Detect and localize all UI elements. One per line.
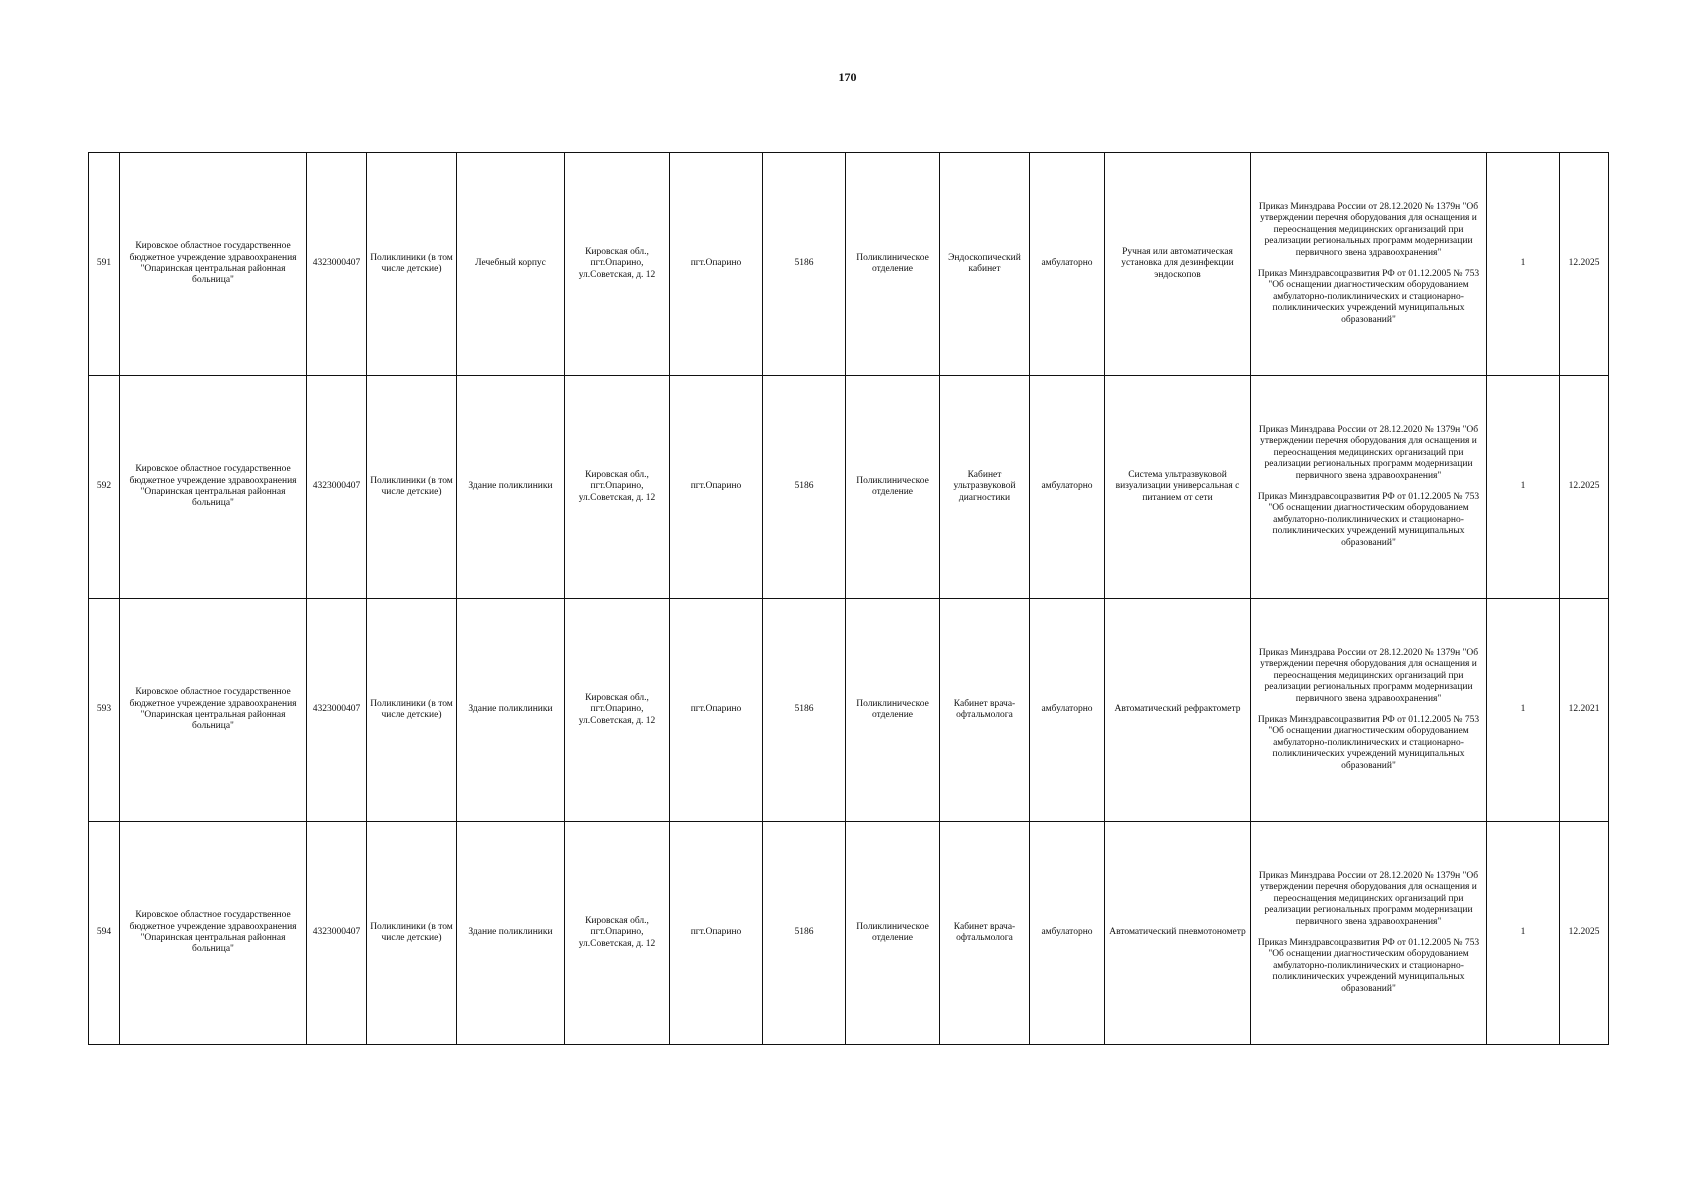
code: 5186 <box>763 153 846 376</box>
legal-basis <box>1251 376 1487 599</box>
table-row <box>89 376 1609 599</box>
deadline: 12.2025 <box>1560 153 1609 376</box>
row-number: 592 <box>89 376 120 599</box>
row-number: 594 <box>89 822 120 1045</box>
building: Здание поликлиники <box>457 822 565 1045</box>
locality: пгт.Опарино <box>670 376 763 599</box>
legal-basis-order-1379n: Приказ Минздрава России от 28.12.2020 № 1379н "Об утверждении перечня оборудования для оснащения и переоснащения медицинских организаций при реализации региональных программ модернизации первичного звена здравоохранения" <box>1258 648 1479 704</box>
department: Поликлиническое отделение <box>846 376 940 599</box>
code: 5186 <box>763 599 846 822</box>
locality: пгт.Опарино <box>670 599 763 822</box>
department: Поликлиническое отделение <box>846 822 940 1045</box>
code: 5186 <box>763 376 846 599</box>
inn: 4323000407 <box>307 376 367 599</box>
legal-basis <box>1251 822 1487 1045</box>
page-number: 170 <box>838 70 857 84</box>
care-mode: амбулаторно <box>1030 153 1105 376</box>
equipment: Система ультразвуковой визуализации универсальная с питанием от сети <box>1105 376 1251 599</box>
deadline: 12.2021 <box>1560 599 1609 822</box>
inn: 4323000407 <box>307 153 367 376</box>
locality: пгт.Опарино <box>670 822 763 1045</box>
locality: пгт.Опарино <box>670 153 763 376</box>
table-row <box>89 822 1609 1045</box>
address: Кировская обл., пгт.Опарино, ул.Советская, д. 12 <box>565 376 670 599</box>
room: Эндоскопический кабинет <box>940 153 1030 376</box>
room: Кабинет врача-офтальмолога <box>940 822 1030 1045</box>
legal-basis-order-1379n: Приказ Минздрава России от 28.12.2020 № 1379н "Об утверждении перечня оборудования для оснащения и переоснащения медицинских организаций при реализации региональных программ модернизации первичного звена здравоохранения" <box>1258 871 1479 927</box>
code: 5186 <box>763 822 846 1045</box>
organization-name: Кировское областное государственное бюджетное учреждение здравоохранения "Опаринская центральная районная больница" <box>120 599 307 822</box>
quantity: 1 <box>1487 376 1560 599</box>
equipment: Автоматический рефрактометр <box>1105 599 1251 822</box>
row-number: 593 <box>89 599 120 822</box>
row-number: 591 <box>89 153 120 376</box>
building: Здание поликлиники <box>457 376 565 599</box>
facility-type: Поликлиники (в том числе детские) <box>367 153 457 376</box>
legal-basis-order-1379n: Приказ Минздрава России от 28.12.2020 № 1379н "Об утверждении перечня оборудования для оснащения и переоснащения медицинских организаций при реализации региональных программ модернизации первичного звена здравоохранения" <box>1258 202 1479 258</box>
organization-name: Кировское областное государственное бюджетное учреждение здравоохранения "Опаринская центральная районная больница" <box>120 376 307 599</box>
quantity: 1 <box>1487 153 1560 376</box>
department: Поликлиническое отделение <box>846 599 940 822</box>
address: Кировская обл., пгт.Опарино, ул.Советская, д. 12 <box>565 822 670 1045</box>
deadline: 12.2025 <box>1560 376 1609 599</box>
care-mode: амбулаторно <box>1030 822 1105 1045</box>
care-mode: амбулаторно <box>1030 376 1105 599</box>
legal-basis-order-753: Приказ Минздравсоцразвития РФ от 01.12.2005 № 753 "Об оснащении диагностическим оборудованием амбулаторно-поликлинических и стационарно-поликлинических учреждений муниципальных образований" <box>1257 715 1480 771</box>
address: Кировская обл., пгт.Опарино, ул.Советская, д. 12 <box>565 153 670 376</box>
department: Поликлиническое отделение <box>846 153 940 376</box>
organization-name: Кировское областное государственное бюджетное учреждение здравоохранения "Опаринская центральная районная больница" <box>120 153 307 376</box>
address: Кировская обл., пгт.Опарино, ул.Советская, д. 12 <box>565 599 670 822</box>
room: Кабинет врача-офтальмолога <box>940 599 1030 822</box>
table-row <box>89 599 1609 822</box>
organization-name: Кировское областное государственное бюджетное учреждение здравоохранения "Опаринская центральная районная больница" <box>120 822 307 1045</box>
legal-basis-order-753: Приказ Минздравсоцразвития РФ от 01.12.2005 № 753 "Об оснащении диагностическим оборудованием амбулаторно-поликлинических и стационарно-поликлинических учреждений муниципальных образований" <box>1257 269 1480 325</box>
legal-basis-order-1379n: Приказ Минздрава России от 28.12.2020 № 1379н "Об утверждении перечня оборудования для оснащения и переоснащения медицинских организаций при реализации региональных программ модернизации первичного звена здравоохранения" <box>1258 425 1479 481</box>
facility-type: Поликлиники (в том числе детские) <box>367 599 457 822</box>
legal-basis-order-753: Приказ Минздравсоцразвития РФ от 01.12.2005 № 753 "Об оснащении диагностическим оборудованием амбулаторно-поликлинических и стационарно-поликлинических учреждений муниципальных образований" <box>1257 492 1480 548</box>
building: Лечебный корпус <box>457 153 565 376</box>
building: Здание поликлиники <box>457 599 565 822</box>
equipment-registry-table <box>88 152 1609 1045</box>
quantity: 1 <box>1487 599 1560 822</box>
legal-basis <box>1251 153 1487 376</box>
inn: 4323000407 <box>307 822 367 1045</box>
deadline: 12.2025 <box>1560 822 1609 1045</box>
equipment: Ручная или автоматическая установка для дезинфекции эндоскопов <box>1105 153 1251 376</box>
care-mode: амбулаторно <box>1030 599 1105 822</box>
facility-type: Поликлиники (в том числе детские) <box>367 822 457 1045</box>
legal-basis <box>1251 599 1487 822</box>
facility-type: Поликлиники (в том числе детские) <box>367 376 457 599</box>
quantity: 1 <box>1487 822 1560 1045</box>
table-row <box>89 153 1609 376</box>
legal-basis-order-753: Приказ Минздравсоцразвития РФ от 01.12.2005 № 753 "Об оснащении диагностическим оборудованием амбулаторно-поликлинических и стационарно-поликлинических учреждений муниципальных образований" <box>1257 938 1480 994</box>
room: Кабинет ультразвуковой диагностики <box>940 376 1030 599</box>
inn: 4323000407 <box>307 599 367 822</box>
equipment: Автоматический пневмотонометр <box>1105 822 1251 1045</box>
